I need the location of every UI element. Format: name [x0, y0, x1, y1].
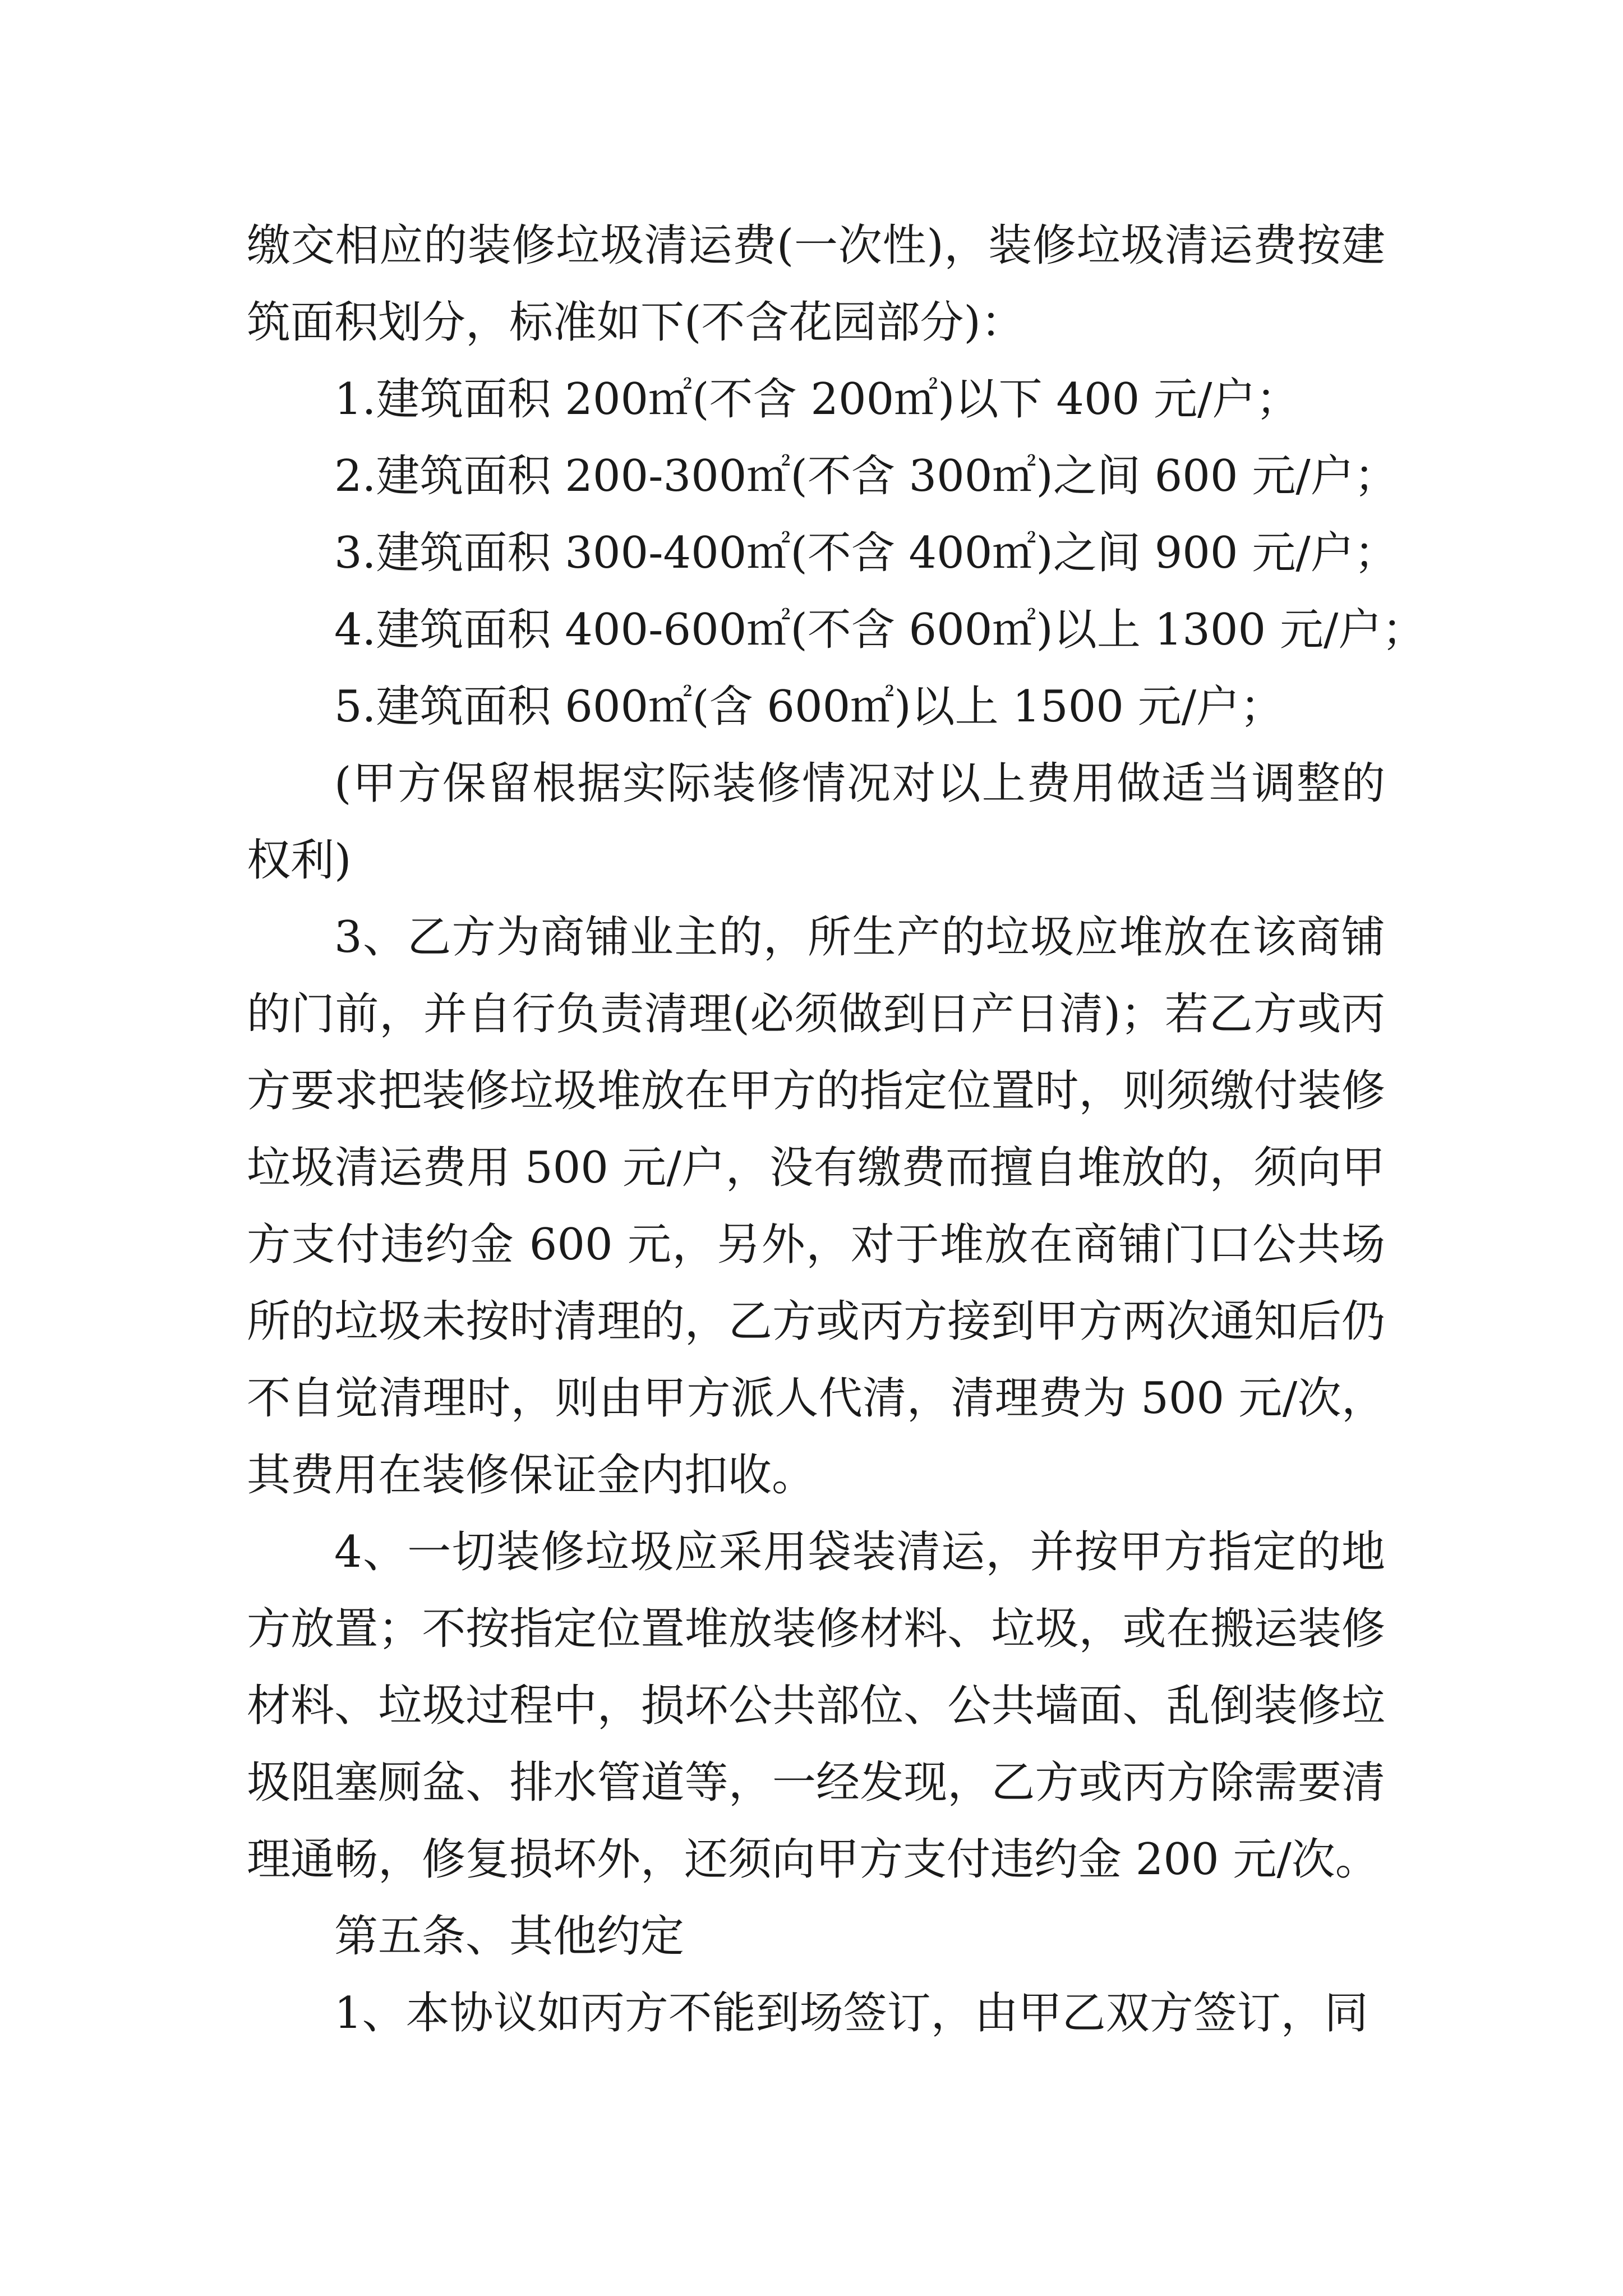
list-item-fee-3: 3.建筑面积 300-400㎡(不含 400㎡)之间 900 元/户；	[334, 528, 1398, 578]
document-body	[247, 208, 1426, 2052]
list-item-fee-1: 1.建筑面积 200㎡(不含 200㎡)以下 400 元/户；	[334, 374, 1300, 425]
list-item-fee-2: 2.建筑面积 200-300㎡(不含 300㎡)之间 600 元/户；	[334, 451, 1398, 501]
section-heading-article-5: 第五条、其他约定	[334, 1911, 685, 1962]
paragraph-clause-3: 3、乙方为商铺业主的，所生产的垃圾应堆放在该商铺的门前，并自行负责清理(必须做到日产日清)；若乙方或丙方要求把装修垃圾堆放在甲方的指定位置时，则须缴付装修垃圾清运费用 500 元/户，没有缴费而擅自堆放的，须向甲方支付违约金 600 元，另外，对于堆放在商铺门口公共场所的垃圾未按时清理的，乙方或丙方接到甲方两次通知后仍不自觉清理时，则由甲方派人代清，清理费为 500 元/次，其费用在装修保证金内扣收。	[247, 912, 1385, 1501]
paragraph-clause-4: 4、一切装修垃圾应采用袋装清运，并按甲方指定的地方放置；不按指定位置堆放装修材料、垃圾，或在搬运装修材料、垃圾过程中，损坏公共部位、公共墙面、乱倒装修垃圾阻塞厕盆、排水管道等，一经发现，乙方或丙方除需要清理通畅，修复损坏外，还须向甲方支付违约金 200 元/次。	[247, 1527, 1385, 1885]
paragraph-fee-intro: 缴交相应的装修垃圾清运费(一次性)，装修垃圾清运费按建筑面积划分，标准如下(不含花园部分)：	[247, 220, 1385, 348]
paragraph-reserved-rights: (甲方保留根据实际装修情况对以上费用做适当调整的权利)	[247, 758, 1385, 886]
paragraph-article-5-clause-1: 1、本协议如丙方不能到场签订，由甲乙双方签订，同	[334, 1988, 1368, 2039]
list-item-fee-5: 5.建筑面积 600㎡(含 600㎡)以上 1500 元/户；	[334, 682, 1284, 732]
list-item-fee-4: 4.建筑面积 400-600㎡(不含 600㎡)以上 1300 元/户；	[334, 605, 1426, 655]
